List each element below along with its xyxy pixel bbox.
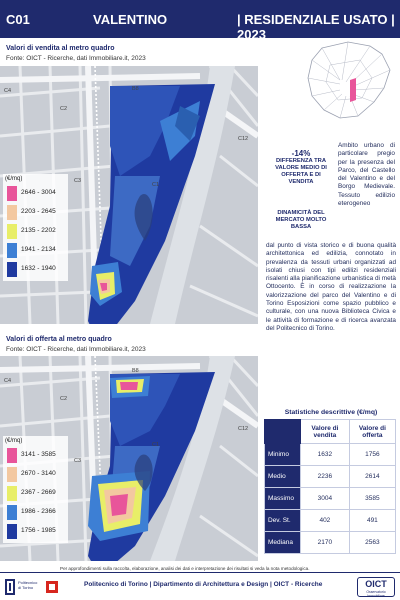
polito-line2: di Torino	[18, 585, 34, 590]
legend-swatch	[7, 205, 17, 220]
road-label: B8	[132, 368, 139, 374]
table-row	[265, 488, 396, 510]
legend-label: 1986 - 2366	[21, 508, 56, 515]
legend-swatch	[7, 467, 17, 482]
row-label: Massimo	[265, 488, 301, 510]
legend-unit: (€/mq)	[5, 438, 23, 444]
road-label: C1	[152, 442, 160, 448]
legend-item	[5, 260, 66, 279]
category-label: | RESIDENZIALE USATO | 2023	[237, 12, 395, 42]
cell-vendita: 402	[301, 510, 350, 532]
legend-swatch	[7, 448, 17, 463]
legend-item	[5, 446, 66, 465]
road-label: C2	[60, 396, 68, 402]
polito-logo	[4, 576, 44, 598]
legend-swatch	[7, 505, 17, 520]
legend-item	[5, 465, 66, 484]
row-label: Medio	[265, 466, 301, 488]
cell-offerta: 1756	[349, 444, 395, 466]
map-offer-source: Fonte: OICT - Ricerche, dati Immobiliare.it, 2023	[6, 346, 146, 353]
legend-swatch	[7, 243, 17, 258]
table-row	[265, 532, 396, 554]
road-label: C4	[4, 88, 12, 94]
methodology-footnote: Per approfondimenti sulla raccolta, elaborazione, analisi dei dati e interpretazione dei risultati si veda la nota metodologica.	[60, 566, 310, 571]
legend-item	[5, 241, 66, 260]
stats-table-title: Statistiche descrittive (€/mq)	[284, 409, 378, 416]
legend-item	[5, 522, 66, 541]
legend-swatch	[7, 186, 17, 201]
map-sales-title: Valori di vendita al metro quadro	[6, 45, 115, 52]
stats-header-row	[265, 420, 396, 444]
legend-label: 1756 - 1985	[21, 527, 56, 534]
legend-offer	[3, 436, 68, 543]
cell-vendita: 2236	[301, 466, 350, 488]
legend-unit: (€/mq)	[5, 176, 23, 182]
legend-label: 3141 - 3585	[21, 451, 56, 458]
col-header-vendita: Valore di vendita	[301, 420, 350, 444]
road-label: C1	[152, 182, 160, 188]
legend-swatch	[7, 262, 17, 277]
percent-difference-label: DIFFERENZA TRA VALORE MEDIO DI OFFERTA E DI VENDITA	[275, 158, 327, 185]
legend-item	[5, 184, 66, 203]
cell-vendita: 3004	[301, 488, 350, 510]
legend-swatch	[7, 224, 17, 239]
zone-code: C01	[6, 12, 30, 27]
city-locator-map	[300, 40, 400, 122]
legend-label: 2367 - 2669	[21, 489, 56, 496]
map-sales-source: Fonte: OICT - Ricerche, dati Immobiliare.it, 2023	[6, 55, 146, 62]
page-footer	[0, 572, 400, 600]
table-row	[265, 444, 396, 466]
cell-offerta: 491	[349, 510, 395, 532]
row-label: Dev. St.	[265, 510, 301, 532]
table-row	[265, 510, 396, 532]
zone-name: VALENTINO	[93, 12, 168, 27]
legend-item	[5, 222, 66, 241]
polito-logo-text	[18, 580, 37, 590]
road-label: C12	[238, 136, 249, 142]
road-label: C12	[238, 426, 249, 432]
page-header	[0, 0, 400, 42]
cell-offerta: 3585	[349, 488, 395, 510]
row-label: Mediana	[265, 532, 301, 554]
table-row	[265, 466, 396, 488]
oict-logo	[357, 577, 395, 597]
oict-logo-subtitle: Osservatorio Immobiliare	[366, 590, 386, 598]
road-label: B8	[132, 86, 139, 92]
zone-description-bottom: dal punto di vista storico e di buona qualità architettonica ed edilizia, connotato in prevalenza da tessuti urbani organizzati ad isolati chiusi con tipi edilizi residenziali risalenti alla pianificazione urbanistica di metà Ottocento. È in corso di realizzazione la valorizzazione del parco del Valentino e di Torino Esposizioni come spazio pubblico e culturale, con una nuova Biblioteca Civica e le attività di formazione e di ricerca avanzata del Politecnico di Torino.	[266, 242, 396, 332]
legend-swatch	[7, 524, 17, 539]
road-label: C2	[60, 106, 68, 112]
road-label: C4	[4, 378, 12, 384]
department-logo-icon	[46, 581, 58, 593]
legend-label: 2203 - 2645	[21, 208, 56, 215]
col-header-offerta: Valore di offerta	[349, 420, 395, 444]
road-label: C3	[74, 458, 82, 464]
legend-item	[5, 503, 66, 522]
stats-table	[264, 419, 396, 554]
market-dynamics-label: DINAMICITÀ DEL MERCATO MOLTO BASSA	[275, 210, 327, 230]
legend-sales	[3, 174, 68, 281]
polito-line1: Politecnico	[18, 580, 38, 585]
legend-label: 2646 - 3004	[21, 189, 56, 196]
cell-offerta: 2614	[349, 466, 395, 488]
map-offer	[0, 356, 258, 561]
zone-description-top: Ambito urbano di particolare pregio per la presenza del Parco, del Castello del Valentino e del Borgo Medievale. Tessuto edilizio eterogeneo	[338, 142, 395, 208]
road-label: C3	[74, 178, 82, 184]
footer-credits: Politecnico di Torino | Dipartimento di Architettura e Design | OICT - Ricerche	[84, 581, 323, 588]
row-label: Minimo	[265, 444, 301, 466]
cell-vendita: 1632	[301, 444, 350, 466]
map-offer-title: Valori di offerta al metro quadro	[6, 336, 112, 343]
legend-label: 1941 - 2134	[21, 246, 56, 253]
legend-item	[5, 203, 66, 222]
cell-vendita: 2170	[301, 532, 350, 554]
table-corner-cell	[265, 420, 301, 444]
legend-item	[5, 484, 66, 503]
legend-label: 1632 - 1940	[21, 265, 56, 272]
legend-label: 2670 - 3140	[21, 470, 56, 477]
oict-logo-text: OICT	[365, 579, 387, 589]
map-sales	[0, 66, 258, 324]
legend-swatch	[7, 486, 17, 501]
percent-difference: -14%	[291, 149, 311, 158]
legend-label: 2135 - 2202	[21, 227, 56, 234]
cell-offerta: 2563	[349, 532, 395, 554]
